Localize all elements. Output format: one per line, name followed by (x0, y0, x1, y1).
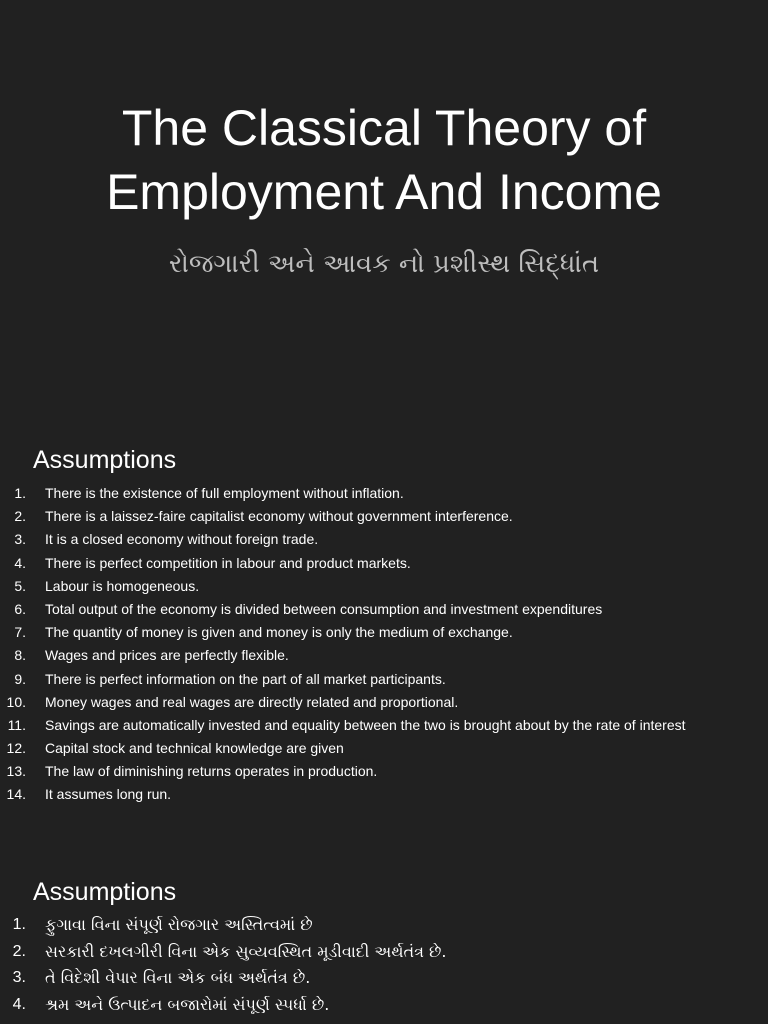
list-item (0, 621, 768, 644)
item-text: Savings are automatically invested and equality between the two is brought about by the rate of interest (45, 716, 686, 733)
list-item (0, 760, 768, 783)
item-text: સરકારી દખલગીરી વિના એક સુવ્યવસ્થિત મૂડીવાદી અર્થતંત્ર છે. (45, 941, 447, 961)
list-item (0, 644, 768, 667)
item-text: Capital stock and technical knowledge are given (45, 740, 344, 757)
item-number: 11. (7, 716, 26, 733)
item-number: 8. (14, 647, 26, 664)
item-number: 4. (14, 554, 26, 571)
title-slide (0, 0, 768, 420)
list-item (0, 691, 768, 714)
item-number: 1. (12, 916, 26, 933)
list-item (0, 598, 768, 621)
list-item (0, 912, 768, 939)
gujarati-subtitle: રોજગારી અને આવક નો પ્રશીસ્થ સિદ્ધાંત (168, 249, 600, 279)
item-number: 12. (6, 740, 26, 757)
list-item (0, 482, 768, 505)
section-heading: Assumptions (33, 878, 177, 906)
list-item (0, 939, 768, 966)
item-text: તે વિદેશી વેપાર વિના એક બંધ અર્થતંત્ર છે. (45, 968, 311, 987)
item-number: 9. (14, 670, 26, 687)
item-text: Labour is homogeneous. (45, 577, 200, 594)
item-text: Money wages and real wages are directly related and proportional. (45, 693, 459, 710)
item-number: 10. (6, 693, 26, 710)
item-number: 3. (14, 531, 26, 548)
item-text: There is a laissez-faire capitalist economy without government interference. (45, 508, 513, 525)
item-text: There is perfect competition in labour and product markets. (45, 554, 411, 571)
item-number: 1. (14, 485, 26, 501)
list-item (0, 552, 768, 575)
list-item (0, 668, 768, 691)
assumptions-list (0, 912, 768, 1018)
english-assumptions-slide (0, 420, 768, 860)
title-line-1: The Classical Theory of (121, 100, 647, 156)
item-text: The law of diminishing returns operates in production. (45, 763, 378, 780)
item-text: The quantity of money is given and money is only the medium of exchange. (45, 624, 513, 641)
list-item (0, 992, 768, 1019)
title-line-2: Employment And Income (106, 164, 662, 220)
list-item (0, 965, 768, 992)
list-item (0, 575, 768, 598)
item-number: 2. (12, 942, 26, 960)
item-text: Total output of the economy is divided between consumption and investment expenditures (45, 600, 603, 617)
item-number: 4. (12, 995, 26, 1013)
item-text: Wages and prices are perfectly flexible. (45, 647, 289, 664)
list-item (0, 505, 768, 528)
item-text: There is perfect information on the part of all market participants. (45, 670, 446, 687)
item-number: 2. (14, 508, 26, 525)
gujarati-assumptions-slide (0, 860, 768, 1024)
item-text: It is a closed economy without foreign trade. (45, 531, 319, 548)
assumptions-list (0, 482, 768, 807)
item-number: 6. (14, 600, 26, 617)
item-text: There is the existence of full employment without inflation. (45, 485, 404, 501)
section-heading: Assumptions (33, 446, 177, 474)
item-text: It assumes long run. (45, 786, 172, 803)
item-number: 7. (14, 624, 26, 641)
page-title (0, 96, 768, 224)
list-item (0, 737, 768, 760)
item-text: શ્રમ અને ઉત્પાદન બજારોમાં સંપૂર્ણ સ્પર્ધા છે. (45, 994, 330, 1014)
item-number: 3. (12, 969, 26, 986)
list-item (0, 528, 768, 551)
list-item (0, 714, 768, 737)
item-number: 5. (14, 577, 26, 594)
item-text: ફુગાવા વિના સંપૂર્ણ રોજગાર અસ્તિત્વમાં છે (45, 915, 313, 934)
item-number: 14. (6, 786, 26, 803)
list-item (0, 783, 768, 806)
item-number: 13. (6, 763, 26, 780)
